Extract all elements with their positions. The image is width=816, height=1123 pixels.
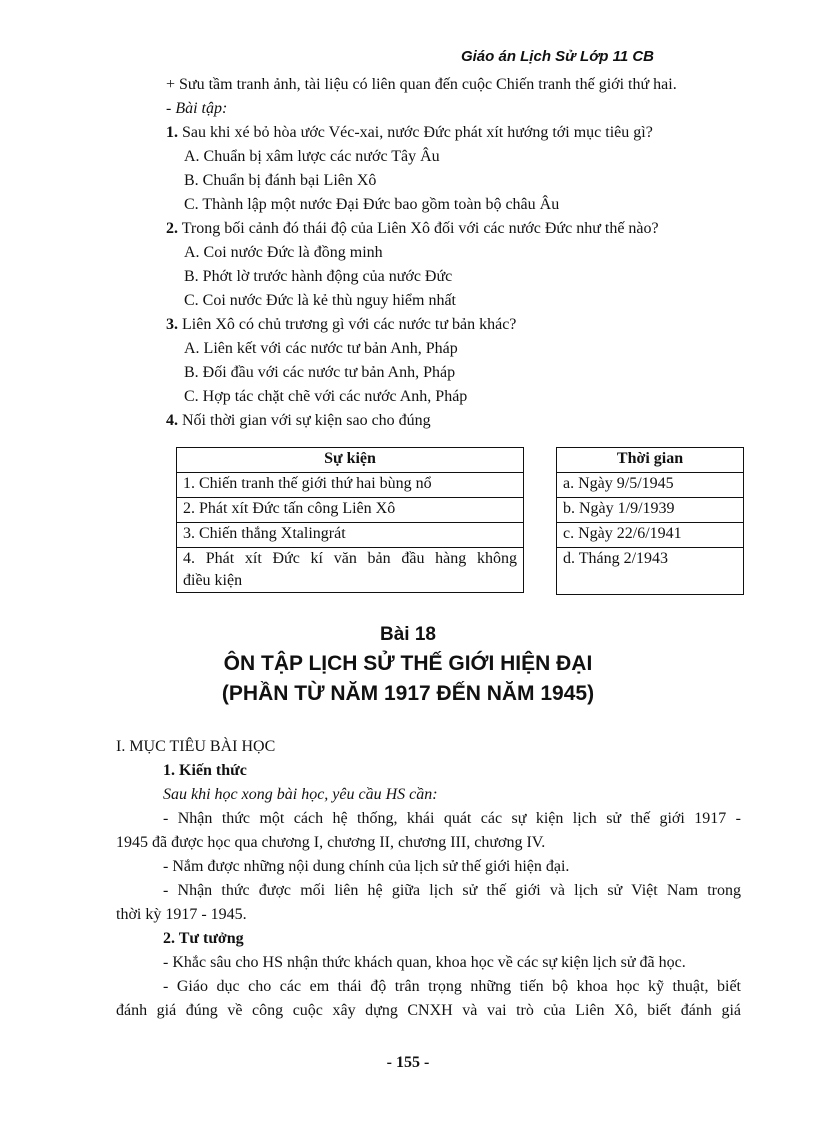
table-cell: b. Ngày 1/9/1939 xyxy=(557,498,744,523)
paragraph-line: thời kỳ 1917 - 1945. xyxy=(116,906,247,923)
table-cell: c. Ngày 22/6/1941 xyxy=(557,523,744,548)
subsection-intro: Sau khi học xong bài học, yêu cầu HS cần: xyxy=(163,786,438,803)
table-header: Thời gian xyxy=(557,448,744,473)
section-heading: I. MỤC TIÊU BÀI HỌC xyxy=(116,738,276,755)
running-header: Giáo án Lịch Sử Lớp 11 CB xyxy=(460,48,654,65)
lesson-number: Bài 18 xyxy=(380,624,436,645)
question-1 xyxy=(166,122,653,144)
question-text: Liên Xô có chủ trương gì với các nước tư bản khác? xyxy=(182,316,517,333)
question-4 xyxy=(166,410,431,432)
option: B. Phớt lờ trước hành động của nước Đức xyxy=(184,268,453,285)
question-text: Sau khi xé bỏ hòa ước Véc-xai, nước Đức phát xít hướng tới mục tiêu gì? xyxy=(182,124,653,141)
paragraph-line: - Nhận thức một cách hệ thống, khái quát các sự kiện lịch sử thế giới 1917 - xyxy=(163,810,741,827)
table-cell: 1. Chiến tranh thế giới thứ hai bùng nổ xyxy=(177,473,524,498)
paragraph-line: đánh giá đúng về công cuộc xây dựng CNXH và vai trò của Liên Xô, biết đánh giá xyxy=(116,1002,741,1019)
paragraph-line: - Nắm được những nội dung chính của lịch sử thế giới hiện đại. xyxy=(163,858,570,875)
paragraph-line: - Nhận thức được mối liên hệ giữa lịch sử thế giới và lịch sử Việt Nam trong xyxy=(163,882,741,899)
option: A. Liên kết với các nước tư bản Anh, Pháp xyxy=(184,340,458,357)
option: A. Chuẩn bị xâm lược các nước Tây Âu xyxy=(184,148,440,165)
table-cell: a. Ngày 9/5/1945 xyxy=(557,473,744,498)
events-table xyxy=(176,447,524,593)
subsection-heading: 1. Kiến thức xyxy=(163,762,247,779)
question-2 xyxy=(166,218,659,240)
table-cell: d. Tháng 2/1943 xyxy=(557,548,744,595)
question-number: 2. xyxy=(166,220,178,237)
cell-line: 4. Phát xít Đức kí văn bản đầu hàng không xyxy=(183,550,517,567)
paragraph-line: - Khắc sâu cho HS nhận thức khách quan, khoa học về các sự kiện lịch sử đã học. xyxy=(163,954,686,971)
paragraph-line: - Giáo dục cho các em thái độ trân trọng những tiến bộ khoa học kỹ thuật, biết xyxy=(163,978,741,995)
option: B. Chuẩn bị đánh bại Liên Xô xyxy=(184,172,377,189)
option: C. Thành lập một nước Đại Đức bao gồm toàn bộ châu Âu xyxy=(184,196,560,213)
table-cell: 2. Phát xít Đức tấn công Liên Xô xyxy=(177,498,524,523)
table-cell xyxy=(177,548,524,593)
paragraph-line: 1945 đã được học qua chương I, chương II, chương III, chương IV. xyxy=(116,834,546,851)
table-header: Sự kiện xyxy=(177,448,524,473)
exercise-label: - Bài tập: xyxy=(166,100,228,117)
cell-line: điều kiện xyxy=(183,572,243,589)
lesson-title-line2: (PHẦN TỪ NĂM 1917 ĐẾN NĂM 1945) xyxy=(221,682,595,705)
question-number: 4. xyxy=(166,412,178,429)
option: B. Đối đầu với các nước tư bản Anh, Pháp xyxy=(184,364,456,381)
option: A. Coi nước Đức là đồng minh xyxy=(184,244,383,261)
option: C. Hợp tác chặt chẽ với các nước Anh, Pháp xyxy=(184,388,468,405)
question-number: 3. xyxy=(166,316,178,333)
lesson-title-line1: ÔN TẬP LỊCH SỬ THẾ GIỚI HIỆN ĐẠI xyxy=(223,652,593,675)
question-number: 1. xyxy=(166,124,178,141)
question-3 xyxy=(166,314,516,336)
option: C. Coi nước Đức là kẻ thù nguy hiểm nhất xyxy=(184,292,456,309)
times-table xyxy=(556,447,744,595)
subsection-heading: 2. Tư tưởng xyxy=(163,930,244,947)
intro-text: + Sưu tầm tranh ảnh, tài liệu có liên quan đến cuộc Chiến tranh thế giới thứ hai. xyxy=(166,76,677,93)
table-cell: 3. Chiến thắng Xtalingrát xyxy=(177,523,524,548)
question-text: Trong bối cảnh đó thái độ của Liên Xô đối với các nước Đức như thế nào? xyxy=(181,220,659,237)
page-number: - 155 - xyxy=(386,1054,430,1071)
question-text: Nối thời gian với sự kiện sao cho đúng xyxy=(182,412,431,429)
